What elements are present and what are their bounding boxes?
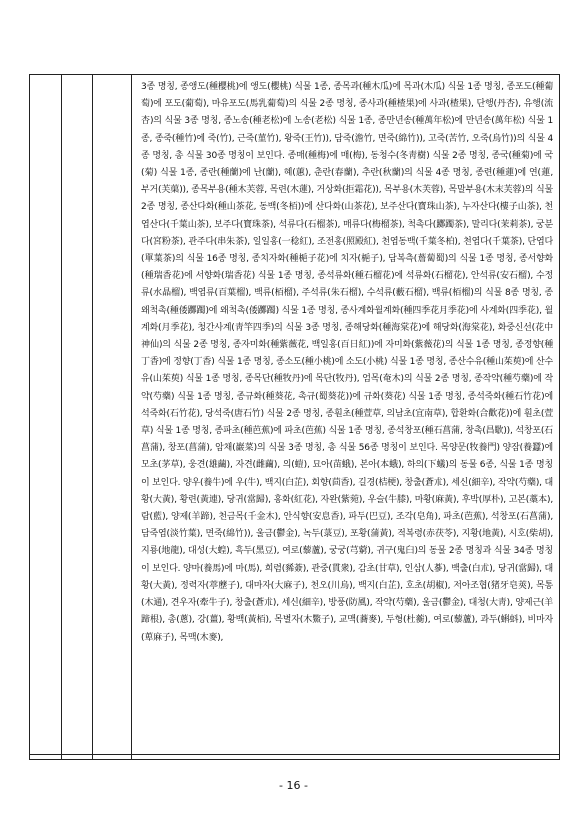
- table-column-divider: [92, 75, 93, 759]
- body-paragraph: 3종 명칭, 종앵도(種櫻桃)에 앵도(櫻桃) 식물 1종, 종목과(種木瓜)에 목과(木瓜) 식물 1종 명칭, 종포도(種葡萄)에 포도(葡萄), 마유포도(馬乳葡萄)의 식물 2종 명칭, 종사과(種楂果)에 사과(楂果), 단행(丹杏), 유행(流杏)의 식물 3종 명칭, 종노송(種老松)에 노송(老松) 식물 1종, 종만년송(種萬年松)에 만년송(萬年松) 식물 1종, 종죽(種竹)에 죽(竹), 근죽(菫竹), 왕죽(王竹)), 담죽(澹竹, 면죽(綿竹)), 고죽(苦竹, 오죽(烏竹))의 식물 4종 명칭, 총 식물 30종 명칭이 보인다. 종매(種梅)에 매(梅), 동청수(冬靑樹) 식물 2종 명칭, 종국(種菊)에 국(菊) 식물 1종, 종란(種蘭)에 난(蘭), 혜(蕙), 춘란(春蘭), 추란(秋蘭)의 식물 4종 명칭, 종련(種蓮)에 연(蓮, 부거(芙蕖)), 종목부용(種木芙蓉, 목련(木蓮), 거상화(拒霜花)), 목부용(木芙蓉), 목말부용(木末芙蓉)의 식물 2종 명칭, 종산다화(種山茶花, 동백(冬栢))에 산다화(山茶花), 보주산다(寶珠山茶), 누자산다(樓子山茶), 천엽산다(千葉山茶), 보주다(寶珠茶), 석류다(石榴茶), 매류다(梅榴茶), 척촉다(躑躅茶), 말리다(茉莉茶), 궁분다(宮粉茶), 관주다(串朱茶), 일일홍(一稔紅), 조전홍(照殿紅), 천엽동백(千葉冬柏), 천엽다(千葉茶), 단엽다(單葉茶)의 식물 16종 명칭, 종치자화(種梔子花)에 치자(梔子), 담복측(薝蔔蜀)의 식물 1종 명칭, 종서향화(種瑞香花)에 서향화(瑞香花) 식물 1종 명칭, 종석류화(種石榴花)에 석류화(石榴花), 안석류(安石榴), 수정류(水晶榴), 백엽류(百葉榴), 백류(栢榴), 주석류(朱石榴), 수석류(藪石榴), 백류(栢榴)의 식물 8종 명칭, 종왜척촉(種倭躑躅)에 왜척촉(倭躑躅) 식물 1종 명칭, 종사계화월계화(種四季花月季花)에 사계화(四季花), 월계화(月季花), 청간사계(靑竿四季)의 식물 3종 명칭, 종해당화(種海棠花)에 해당화(海棠花), 화중신선(花中神仙)의 식물 2종 명칭, 종자미화(種紫薇花, 백일홍(百日紅))에 자미화(紫薇花)의 식물 1종 명칭, 종정향(種丁香)에 정향(丁香) 식물 1종 명칭, 종소도(種小桃)에 소도(小桃) 식물 1종 명칭, 종산수유(種山茱萸)에 산수유(山茱萸) 식물 1종 명칭, 종목단(種牧丹)에 목단(牧丹), 엄목(奄木)의 식물 2종 명칭, 종작약(種芍藥)에 작약(芍藥) 식물 1종 명칭, 종규화(種葵花, 촉규(蜀葵花))에 규화(葵花) 식물 1종 명칭, 종석죽화(種石竹花)에 석죽화(石竹花), 당석죽(唐石竹) 식물 2종 명칭, 종훤초(種萱草, 의남초(宜南草), 합환화(合歡花))에 훤초(萱草) 식물 1종 명칭, 종파초(種芭蕉)에 파초(芭蕉) 식물 1종 명칭, 종석창포(種石菖蒲, 창촉(昌歜)), 석창포(石菖蒲), 창포(菖蒲), 암채(巖菜)의 식물 3종 명칭, 총 식물 56종 명칭이 보인다. 목양문(牧養門) 양잠(養蠶)에 모초(茅草), 웅견(雄繭), 자견(雌繭), 의(螘), 묘아(苗蛾), 본아(本蛾), 하의(下蟻)의 동물 6종, 식물 1종 명칭이 보인다. 양우(養牛)에 우(牛), 백지(白芷), 회향(茴香), 길경(桔梗), 창출(蒼朮), 세신(細辛), 작약(芍藥), 대황(大黃), 황련(黃連), 당귀(當歸), 홍화(紅花), 자완(紫菀), 우슬(牛膝), 마황(麻黃), 후박(厚朴), 고본(藁本), 람(藍), 양제(羊蹄), 천금목(千金木), 안식향(安息香), 파두(巴豆), 조각(皂角), 파초(芭蕉), 석창포(石菖蒲), 담죽엽(淡竹葉), 면죽(綿竹)), 울금(鬱金), 녹두(菉豆), 포황(蒲黃), 적복령(赤茯苓), 지황(地黃), 시호(柴胡), 지룡(地龍), 대성(大蝗), 흑두(黑豆), 여로(藜蘆), 궁궁(芎藭), 귀구(鬼臼)의 동물 2종 명칭과 식물 34종 명칭이 보인다. 양마(養馬)에 마(馬), 희렴(豨薟), 관중(貫衆), 감초(甘草), 인삼(人蔘), 백출(白朮), 당귀(當歸), 대황(大黃), 정력자(葶藶子), 대마자(大麻子), 천오(川烏), 백지(白芷), 호초(胡椒), 저아조협(猪牙皂莢), 목통(木通), 견우자(牽牛子), 창출(蒼朮), 세신(細辛), 방풍(防風), 작약(芍藥), 울금(鬱金), 대청(大靑), 양제근(羊蹄根), 총(蔥), 강(薑), 황백(黃栢), 목별자(木鱉子), 교맥(蕎麥), 두형(杜蘅), 여로(藜蘆), 과두(蝌蚪), 비마자(萆麻子), 목맥(木麥),: [141, 82, 553, 643]
- table-column-divider: [131, 75, 132, 759]
- table-row-divider: [30, 754, 559, 755]
- page-number: - 16 -: [279, 779, 308, 792]
- table-column-divider: [61, 75, 62, 759]
- document-table: [29, 74, 560, 760]
